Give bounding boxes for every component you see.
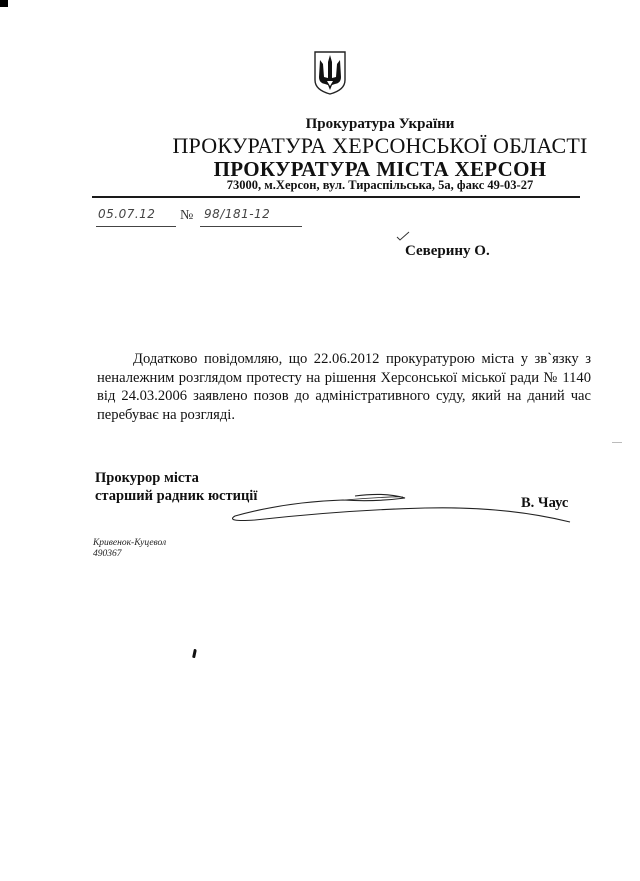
- executor-phone: 490367: [93, 549, 122, 559]
- coat-of-arms-of-ukraine-icon: [313, 50, 347, 96]
- scan-artifact: [192, 649, 197, 658]
- scan-artifact: [612, 442, 622, 443]
- header-divider: [92, 196, 580, 198]
- header-line-3: ПРОКУРАТУРА МІСТА ХЕРСОН: [213, 157, 547, 181]
- date-underline: [96, 226, 176, 227]
- body-paragraph: Додатково повідомляю, що 22.06.2012 прокуратурою міста у зв`язку з неналежним розглядом протесту на рішення Херсонської міської ради № 1140 від 24.03.2006 заявлено позов до адміністративного суду, який на даний час перебуває на розгляді.: [97, 351, 591, 423]
- header-line-1: Прокуратура України: [305, 116, 455, 132]
- number-label: №: [180, 208, 194, 223]
- signatory-name: В. Чаус: [521, 495, 569, 511]
- registration-date: 05.07.12: [98, 207, 156, 221]
- header-address: 73000, м.Херсон, вул. Тираспільська, 5а, факс 49-03-27: [226, 178, 534, 192]
- number-underline: [200, 226, 302, 227]
- scan-artifact: [0, 0, 8, 7]
- addressee: Северину О.: [405, 243, 490, 259]
- signatory-title-line-1: Прокурор міста: [95, 470, 199, 486]
- header-line-2: ПРОКУРАТУРА ХЕРСОНСЬКОЇ ОБЛАСТІ: [172, 133, 588, 158]
- registration-number: 98/181-12: [204, 207, 271, 221]
- letter-body: [97, 350, 591, 424]
- executor-info: [93, 538, 166, 560]
- executor-name: Кривенок-Куцевол: [93, 538, 167, 548]
- signatory-title-line-2: старший радник юстиції: [95, 488, 258, 504]
